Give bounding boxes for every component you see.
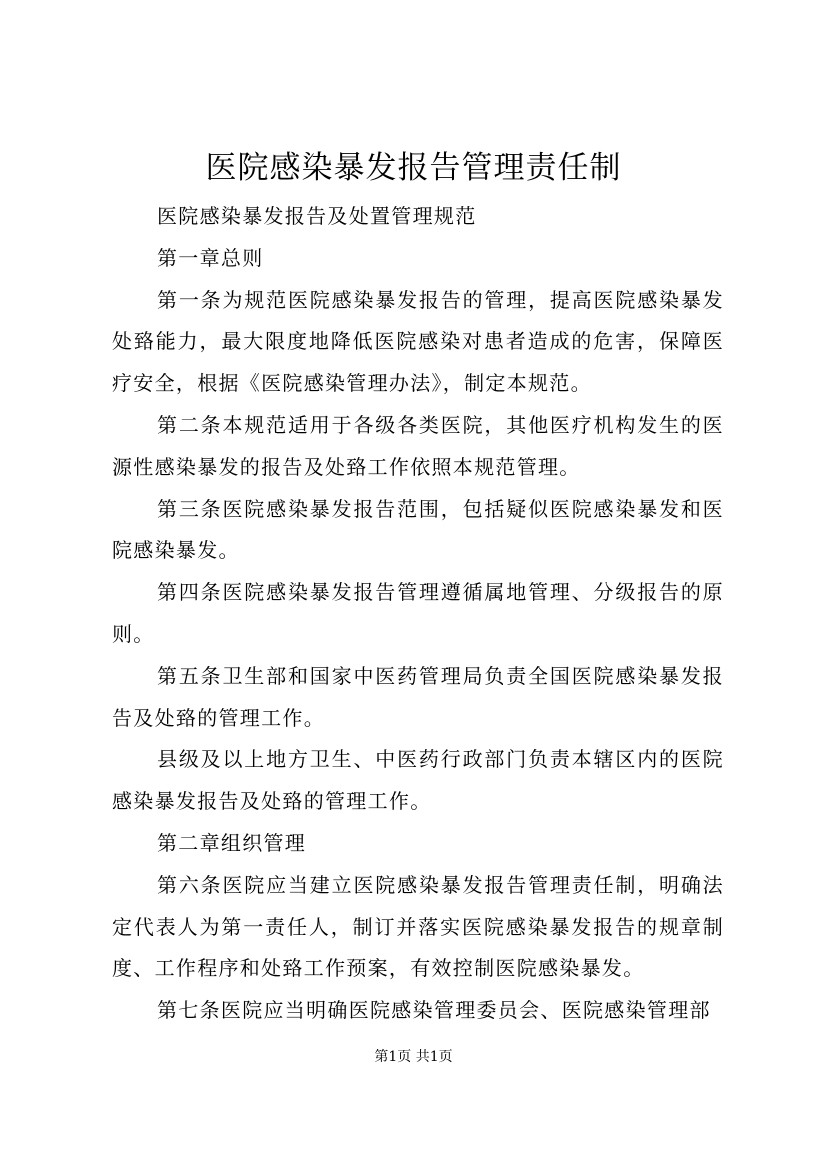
page-number: 第1页 共1页 bbox=[374, 1049, 453, 1065]
paragraph: 第五条卫生部和国家中医药管理局负责全国医院感染暴发报告及处臵的管理工作。 bbox=[112, 663, 724, 730]
paragraph: 医院感染暴发报告及处置管理规范 bbox=[157, 204, 477, 228]
chapter-heading: 第二章组织管理 bbox=[157, 830, 307, 855]
paragraph: 第二条本规范适用于各级各类医院，其他医疗机构发生的医源性感染暴发的报告及处臵工作依照本规范管理。 bbox=[112, 412, 724, 479]
document-title: 医院感染暴发报告管理责任制 bbox=[205, 150, 622, 186]
paragraph: 第七条医院应当明确医院感染管理委员会、医院感染管理部 bbox=[157, 998, 711, 1023]
paragraph: 第三条医院感染暴发报告范围，包括疑似医院感染暴发和医院感染暴发。 bbox=[112, 496, 724, 563]
paragraph: 第四条医院感染暴发报告管理遵循属地管理、分级报告的原则。 bbox=[112, 580, 724, 646]
paragraph: 第六条医院应当建立医院感染暴发报告管理责任制，明确法定代表人为第一责任人，制订并落实医院感染暴发报告的规章制度、工作程序和处臵工作预案，有效控制医院感染暴发。 bbox=[112, 872, 724, 981]
chapter-heading: 第一章总则 bbox=[157, 245, 264, 270]
paragraph: 第一条为规范医院感染暴发报告的管理，提高医院感染暴发处臵能力，最大限度地降低医院感染对患者造成的危害，保障医疗安全，根据《医院感染管理办法》，制定本规范。 bbox=[112, 287, 724, 396]
paragraph: 县级及以上地方卫生、中医药行政部门负责本辖区内的医院感染暴发报告及处臵的管理工作。 bbox=[112, 747, 724, 814]
document-body bbox=[112, 196, 724, 1032]
